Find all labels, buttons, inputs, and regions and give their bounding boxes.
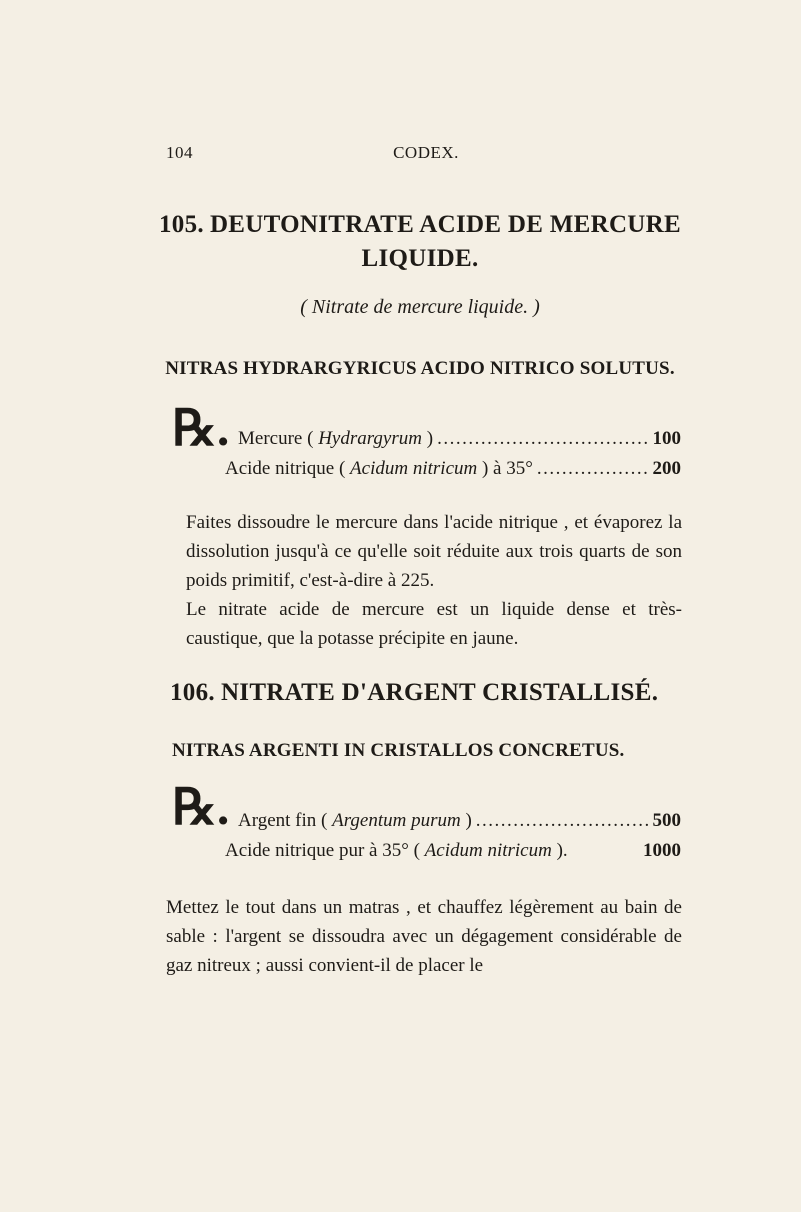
section-105-paragraph-1: Faites dissoudre le mercure dans l'acide nitrique , et évaporez la dissolution jusqu'à ce qu'elle soit réduite aux trois quarts de son poids primitif, c'est-à-dire à 225. — [186, 512, 682, 591]
ingredient-latin: Argentum purum — [332, 810, 461, 831]
section-106-number: 106. — [170, 679, 215, 706]
section-106-title: NITRATE D'ARGENT CRISTALLISÉ. — [220, 679, 659, 706]
ingredient-latin: Hydrargyrum — [318, 428, 422, 449]
page-number: 104 — [166, 143, 193, 162]
section-106-rx-symbol: ℞. — [172, 779, 230, 835]
ingredient-quantity: 500 — [652, 810, 681, 831]
section-105-number: 105. — [159, 211, 204, 238]
leader-dots — [437, 428, 648, 450]
section-106-ingredient-acide: Acide nitrique pur à 35° ( Acidum nitricum ). 1000 — [225, 840, 681, 861]
section-106-ingredient-argent: Argent fin ( Argentum purum ) ..... 500 — [238, 810, 681, 838]
section-105-ingredient-acide: Acide nitrique ( Acidum nitricum ) à 35° ..... 200 — [225, 458, 681, 486]
section-105-title-line2: LIQUIDE. — [361, 245, 479, 272]
ingredient-quantity: 200 — [652, 458, 681, 479]
running-head-title: CODEX. — [393, 143, 459, 162]
leader-dots — [537, 458, 649, 480]
section-105-subtitle: ( Nitrate de mercure liquide. ) — [300, 296, 540, 318]
section-106-latin-name: NITRAS ARGENTI IN CRISTALLOS CONCRETUS. — [172, 740, 625, 761]
section-105-ingredient-mercure: Mercure ( Hydrargyrum ) ..... 100 — [238, 428, 681, 456]
section-106-heading — [170, 678, 690, 708]
leader-dots — [476, 810, 649, 832]
running-head — [166, 143, 686, 167]
section-105-rx-symbol: ℞. — [172, 400, 230, 456]
ingredient-quantity: 100 — [652, 428, 681, 449]
section-105-title-line1: DEUTONITRATE ACIDE DE MERCURE — [209, 211, 681, 238]
ingredient-latin: Acidum nitricum — [424, 840, 552, 861]
section-106-paragraph-1: Mettez le tout dans un matras , et chauffez légèrement au bain de sable : l'argent se dissoudra avec un dégagement considérable de gaz nitreux ; aussi convient-il de placer le — [166, 897, 682, 976]
section-105-heading — [150, 210, 690, 240]
ingredient-latin: Acidum nitricum — [350, 458, 478, 479]
section-105-paragraph-2: Le nitrate acide de mercure est un liquide dense et très-caustique, que la potasse précipite en jaune. — [186, 599, 682, 649]
section-105-latin-name: NITRAS HYDRARGYRICUS ACIDO NITRICO SOLUTUS. — [165, 358, 675, 379]
ingredient-quantity: 1000 — [643, 840, 681, 861]
